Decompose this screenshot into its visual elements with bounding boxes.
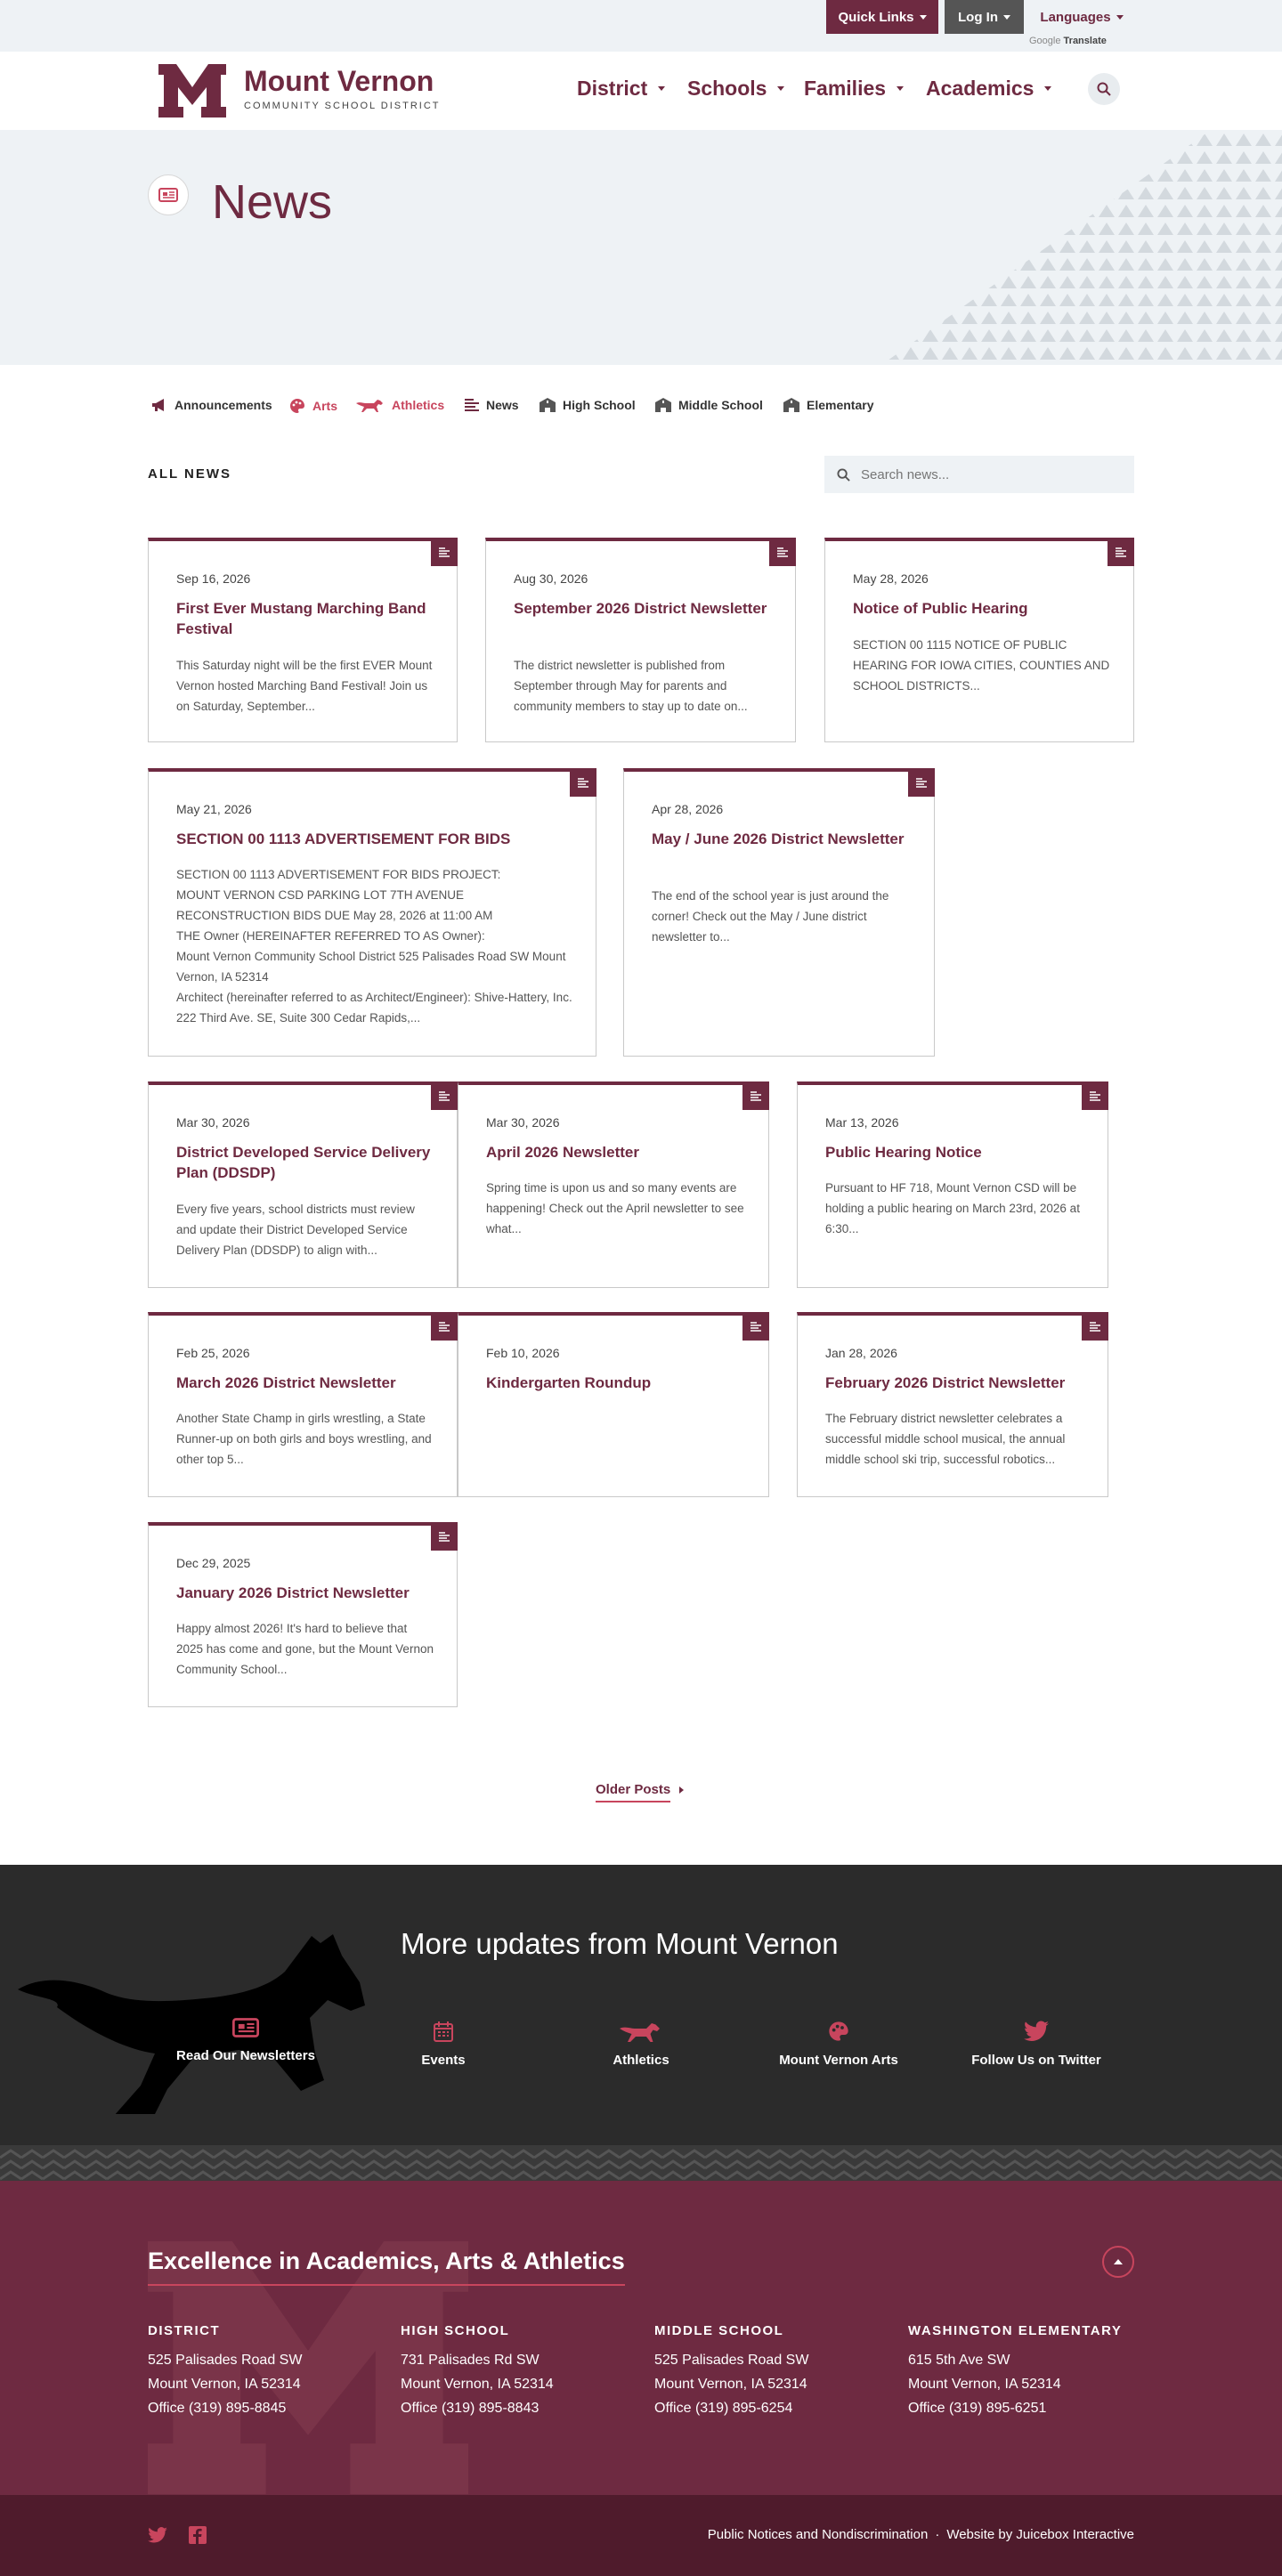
news-card[interactable] xyxy=(148,1081,458,1288)
nav-district[interactable]: District xyxy=(577,77,665,101)
news-card[interactable] xyxy=(148,1312,458,1497)
chevron-down-icon xyxy=(1003,15,1010,20)
footer-tagline: Excellence in Academics, Arts & Athletics xyxy=(148,2248,625,2286)
card-title[interactable]: September 2026 District Newsletter xyxy=(514,600,767,617)
site-header xyxy=(0,52,1282,130)
post-type-flag xyxy=(431,538,458,566)
news-card[interactable] xyxy=(148,538,458,742)
card-excerpt: SECTION 00 1113 ADVERTISEMENT FOR BIDS PROJECT: MOUNT VERNON CSD PARKING LOT 7TH AVENUE RECONSTRUCTION BIDS DUE May 28, 2026 at 11:00 AM THE Owner (HEREINAFTER REFERRED TO AS Owner): Mount Vernon Community School District 525 Palisades Road SW Mount Vernon, IA 52314 Architect (hereinafter referred to as Architect/Engineer): Shive-Hattery, Inc. 222 Third Ave. SE, Suite 300 Cedar Rapids,... xyxy=(176,868,572,1025)
card-date: Mar 30, 2026 xyxy=(486,1115,560,1130)
post-type-flag xyxy=(1082,1312,1108,1341)
lines-icon xyxy=(439,547,450,557)
card-date: Sep 16, 2026 xyxy=(176,571,251,586)
chevron-down-icon xyxy=(658,86,665,91)
older-posts-link[interactable]: Older Posts xyxy=(596,1782,684,1802)
news-card[interactable] xyxy=(797,1312,1108,1497)
public-notices-link[interactable]: Public Notices and Nondiscrimination xyxy=(707,2527,929,2542)
update-events[interactable]: Events xyxy=(363,2021,523,2068)
school-building-icon xyxy=(540,398,556,412)
lines-icon xyxy=(1116,547,1126,557)
section-heading: ALL NEWS xyxy=(148,466,232,482)
category-elementary[interactable]: Elementary xyxy=(783,398,873,412)
news-card[interactable] xyxy=(458,1081,769,1288)
post-type-flag xyxy=(431,1081,458,1110)
newspaper-icon xyxy=(158,188,178,202)
languages-button[interactable]: Languages xyxy=(1033,0,1131,34)
news-card[interactable] xyxy=(797,1081,1108,1288)
category-announcements[interactable]: Announcements xyxy=(151,398,272,412)
post-type-flag xyxy=(1108,538,1134,566)
card-excerpt: The February district newsletter celebrates a successful middle school musical, the annual middle school ski trip, successful robotics... xyxy=(825,1412,1066,1466)
card-excerpt: Pursuant to HF 718, Mount Vernon CSD will be holding a public hearing on March 23rd, 2026 at 6:30... xyxy=(825,1181,1080,1235)
news-card[interactable] xyxy=(623,768,935,1057)
card-date: Aug 30, 2026 xyxy=(514,571,588,586)
category-athletics[interactable]: Athletics xyxy=(356,398,444,412)
card-date: Feb 10, 2026 xyxy=(486,1346,560,1360)
palette-icon xyxy=(289,398,305,414)
update-newsletters[interactable]: Read Our Newsletters xyxy=(166,2018,326,2063)
update-athletics[interactable]: Athletics xyxy=(561,2021,721,2068)
quick-links-button[interactable]: Quick Links xyxy=(826,0,938,34)
news-card[interactable] xyxy=(458,1312,769,1497)
card-date: Mar 13, 2026 xyxy=(825,1115,899,1130)
chevron-right-icon xyxy=(679,1786,684,1794)
search-icon xyxy=(837,468,850,482)
card-title[interactable]: April 2026 Newsletter xyxy=(486,1144,639,1161)
update-twitter[interactable]: Follow Us on Twitter xyxy=(956,2021,1116,2068)
post-type-flag xyxy=(431,1522,458,1551)
nav-academics[interactable]: Academics xyxy=(926,77,1051,101)
post-type-flag xyxy=(769,538,796,566)
card-excerpt: This Saturday night will be the first EVER Mount Vernon hosted Marching Band Festival! Join us on Saturday, September... xyxy=(176,659,433,713)
category-news[interactable]: News xyxy=(465,398,519,412)
post-type-flag xyxy=(1082,1081,1108,1110)
footer-district: DISTRICT 525 Palisades Road SW Mount Vernon, IA 52314 Office (319) 895-8845 xyxy=(148,2323,303,2416)
card-date: Apr 28, 2026 xyxy=(652,802,724,816)
page-hero xyxy=(0,130,1282,365)
lines-icon xyxy=(751,1091,761,1101)
card-title[interactable]: February 2026 District Newsletter xyxy=(825,1374,1066,1391)
category-middle-school[interactable]: Middle School xyxy=(655,398,763,412)
log-in-button[interactable]: Log In xyxy=(945,0,1024,34)
chevron-down-icon xyxy=(1044,86,1051,91)
mustang-icon xyxy=(356,398,385,412)
logo-text[interactable]: Mount Vernon COMMUNITY SCHOOL DISTRICT xyxy=(244,65,441,112)
card-excerpt: The district newsletter is published from September through May for parents and community members to stay up to date on... xyxy=(514,659,748,713)
google-translate[interactable]: Google Translate xyxy=(1029,36,1107,46)
card-excerpt: SECTION 00 1115 NOTICE OF PUBLIC HEARING FOR IOWA CITIES, COUNTIES AND SCHOOL DISTRICTS... xyxy=(853,638,1110,693)
card-title[interactable]: Notice of Public Hearing xyxy=(853,600,1028,617)
category-arts[interactable]: Arts xyxy=(289,398,337,414)
footer-bottom-bar xyxy=(0,2495,1282,2576)
updates-section xyxy=(0,1865,1282,2145)
lines-icon xyxy=(439,1532,450,1542)
lines-icon xyxy=(916,778,927,788)
back-to-top-button[interactable] xyxy=(1102,2246,1134,2278)
credit-link[interactable]: Website by Juicebox Interactive xyxy=(946,2527,1134,2542)
updates-heading: More updates from Mount Vernon xyxy=(401,1927,839,1960)
lines-icon xyxy=(465,399,479,411)
footer-washington-elementary: WASHINGTON ELEMENTARY 615 5th Ave SW Mount Vernon, IA 52314 Office (319) 895-6251 xyxy=(908,2323,1123,2416)
newspaper-icon xyxy=(232,2018,259,2037)
card-title[interactable]: First Ever Mustang Marching Band Festival xyxy=(176,600,426,637)
card-date: May 21, 2026 xyxy=(176,802,252,816)
lines-icon xyxy=(751,1322,761,1332)
card-title[interactable]: May / June 2026 District Newsletter xyxy=(652,830,905,847)
chevron-down-icon xyxy=(897,86,904,91)
card-excerpt: Spring time is upon us and so many events are happening! Check out the April newsletter to see what... xyxy=(486,1181,744,1235)
search-button[interactable] xyxy=(1088,73,1120,105)
post-type-flag xyxy=(570,768,596,797)
nav-schools[interactable]: Schools xyxy=(687,77,784,101)
card-title[interactable]: District Developed Service Delivery Plan (DDSDP) xyxy=(176,1144,431,1181)
card-date: Mar 30, 2026 xyxy=(176,1115,250,1130)
chevron-down-icon xyxy=(1116,15,1124,20)
news-card[interactable] xyxy=(824,538,1134,742)
footer-links: Public Notices and Nondiscrimination · Website by Juicebox Interactive xyxy=(707,2527,1134,2542)
card-excerpt: Happy almost 2026! It's hard to believe that 2025 has come and gone, but the Mount Vernon Community School... xyxy=(176,1622,434,1676)
search-news-field[interactable] xyxy=(824,456,1134,493)
lines-icon xyxy=(578,778,588,788)
card-title[interactable]: January 2026 District Newsletter xyxy=(176,1584,410,1601)
card-title[interactable]: March 2026 District Newsletter xyxy=(176,1374,396,1391)
card-title[interactable]: Kindergarten Roundup xyxy=(486,1374,652,1391)
site-footer xyxy=(0,2181,1282,2495)
post-type-flag xyxy=(742,1081,769,1110)
chevron-up-icon xyxy=(1114,2259,1123,2264)
chevron-down-icon xyxy=(920,15,927,20)
card-date: Jan 28, 2026 xyxy=(825,1346,897,1360)
palette-icon xyxy=(828,2021,849,2042)
card-date: Dec 29, 2025 xyxy=(176,1556,251,1570)
nav-families[interactable]: Families xyxy=(804,77,904,101)
search-news-input[interactable] xyxy=(861,467,1110,482)
district-logo-mark[interactable] xyxy=(158,64,226,117)
news-card[interactable] xyxy=(148,768,596,1057)
chevron-down-icon xyxy=(777,86,784,91)
school-building-icon xyxy=(655,398,671,412)
card-title[interactable]: SECTION 00 1113 ADVERTISEMENT FOR BIDS xyxy=(176,830,511,847)
card-date: May 28, 2026 xyxy=(853,571,929,586)
zigzag-divider xyxy=(0,2145,1282,2181)
triangle-pattern xyxy=(881,130,1282,365)
card-title[interactable]: Public Hearing Notice xyxy=(825,1144,982,1161)
lines-icon xyxy=(1090,1322,1100,1332)
card-excerpt: Another State Champ in girls wrestling, a State Runner-up on both girls and boys wrestling, and other top 5... xyxy=(176,1412,432,1466)
school-building-icon xyxy=(783,398,799,412)
card-excerpt: The end of the school year is just around the corner! Check out the May / June district newsletter to... xyxy=(652,889,889,944)
utility-bar xyxy=(0,0,1282,52)
footer-middle-school: MIDDLE SCHOOL 525 Palisades Road SW Mount Vernon, IA 52314 Office (319) 895-6254 xyxy=(654,2323,809,2416)
search-icon xyxy=(1097,82,1111,96)
lines-icon xyxy=(439,1091,450,1101)
post-type-flag xyxy=(431,1312,458,1341)
lines-icon xyxy=(777,547,788,557)
lines-icon xyxy=(439,1322,450,1332)
twitter-icon xyxy=(1024,2021,1049,2042)
facebook-icon[interactable] xyxy=(189,2526,207,2544)
megaphone-icon xyxy=(151,398,167,412)
footer-high-school: HIGH SCHOOL 731 Palisades Rd SW Mount Vernon, IA 52314 Office (319) 895-8843 xyxy=(401,2323,554,2416)
mustang-icon xyxy=(620,2021,662,2042)
card-date: Feb 25, 2026 xyxy=(176,1346,250,1360)
category-high-school[interactable]: High School xyxy=(540,398,636,412)
page-title: News xyxy=(212,175,333,229)
post-type-flag xyxy=(742,1312,769,1341)
lines-icon xyxy=(1090,1091,1100,1101)
news-card[interactable] xyxy=(485,538,796,742)
twitter-icon[interactable] xyxy=(148,2527,167,2543)
news-icon-badge xyxy=(148,174,189,215)
post-type-flag xyxy=(908,768,935,797)
calendar-icon xyxy=(434,2021,453,2042)
news-card[interactable] xyxy=(148,1522,458,1707)
card-excerpt: Every five years, school districts must review and update their District Developed Service Delivery Plan (DDSDP) to align with... xyxy=(176,1203,415,1257)
update-arts[interactable]: Mount Vernon Arts xyxy=(759,2021,919,2068)
